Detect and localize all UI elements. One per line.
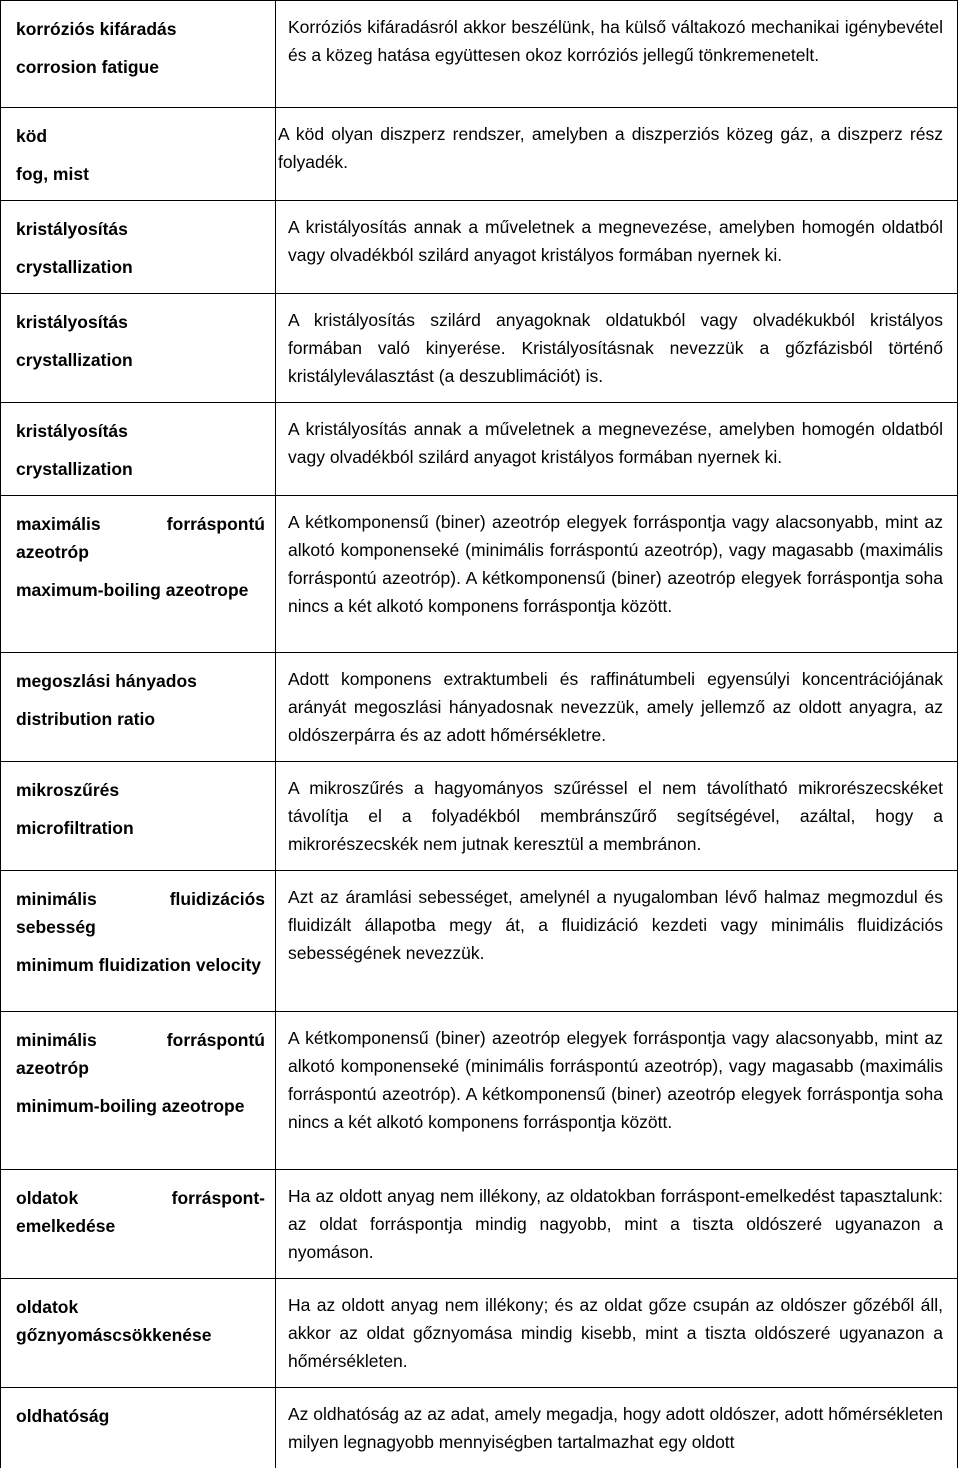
definition-text: Azt az áramlási sebességet, amelynél a nyugalomban lévő halmaz megmozdul és fluidizált állapotba megy át, a fluidizáció kezdeti vagy minimális fluidizációs sebességének nevezzük.	[288, 883, 943, 967]
term-english: minimum fluidization velocity	[16, 951, 265, 979]
term-english: maximum-boiling azeotrope	[16, 576, 265, 604]
term-cell	[1, 762, 276, 871]
term-cell	[1, 1279, 276, 1388]
definition-text: Adott komponens extraktumbeli és raffinátumbeli egyensúlyi koncentrációjának arányát megoszlási hányadosnak nevezzük, amely jellemző az oldott anyagra, az oldószerpárra és az adott hőmérsékletre.	[288, 665, 943, 749]
glossary-row	[1, 496, 958, 653]
term-cell	[1, 294, 276, 403]
term-english: crystallization	[16, 455, 265, 483]
definition-text: A kétkomponensű (biner) azeotróp elegyek forráspontja vagy alacsonyabb, mint az alkotó komponenseké (minimális forráspontú azeotróp), vagy magasabb (maximális forráspontú azeotróp). A kétkomponensű (biner) azeotróp elegyek forráspontja soha nincs a két alkotó komponens forráspontja között.	[288, 1024, 943, 1136]
glossary-row	[1, 1170, 958, 1279]
term-cell	[1, 1, 276, 108]
definition-cell	[276, 496, 958, 653]
term-cell	[1, 496, 276, 653]
definition-text: A kristályosítás szilárd anyagoknak oldatukból vagy olvadékukból kristályos formában való kinyerése. Kristályosításnak nevezzük a gőzfázisból történő kristálylеválasztást (a deszublimációt) is.	[288, 306, 943, 390]
definition-text: A mikroszűrés a hagyományos szűréssel el nem távolítható mikrorészecskéket távolítja el a folyadékból membránszűrő segítségével, azáltal, hogy a mikrorészecskék nem jutnak keresztül a membránon.	[288, 774, 943, 858]
term-english: crystallization	[16, 346, 265, 374]
definition-cell	[276, 108, 958, 201]
term-cell	[1, 108, 276, 201]
definition-text: A kristályosítás annak a műveletnek a megnevezése, amelyben homogén oldatból vagy olvadékból szilárd anyagot kristályos formában nyernek ki.	[288, 213, 943, 269]
term-hungarian: oldatok forráspont-emelkedése	[16, 1184, 265, 1240]
term-hungarian: maximális forráspontú azeotróp	[16, 510, 265, 566]
term-english: microfiltration	[16, 814, 265, 842]
term-cell	[1, 201, 276, 294]
term-hungarian: minimális forráspontú azeotróp	[16, 1026, 265, 1082]
definition-cell	[276, 1012, 958, 1170]
definition-cell	[276, 1, 958, 108]
term-hungarian: korróziós kifáradás	[16, 15, 265, 43]
term-cell	[1, 653, 276, 762]
term-english: fog, mist	[16, 160, 265, 188]
term-hungarian: mikroszűrés	[16, 776, 265, 804]
glossary-row	[1, 653, 958, 762]
term-hungarian: kristályosítás	[16, 308, 265, 336]
glossary-row	[1, 108, 958, 201]
glossary-row	[1, 201, 958, 294]
definition-text: Ha az oldott anyag nem illékony; és az oldat gőze csupán az oldószer gőzéből áll, akkor az oldat gőznyomása mindig kisebb, mint a tiszta oldószeré ugyanazon a hőmérsékleten.	[288, 1291, 943, 1375]
definition-text: Ha az oldott anyag nem illékony, az oldatokban forráspont-emelkedést tapasztalunk: az oldat forráspontja mindig nagyobb, mint a tiszta oldószeré ugyanazon a nyomáson.	[288, 1182, 943, 1266]
term-cell	[1, 1012, 276, 1170]
term-english: distribution ratio	[16, 705, 265, 733]
definition-cell	[276, 653, 958, 762]
definition-cell	[276, 294, 958, 403]
term-hungarian: oldatok gőznyomáscsökkenése	[16, 1293, 265, 1349]
term-cell	[1, 403, 276, 496]
term-hungarian: köd	[16, 122, 265, 150]
definition-cell	[276, 1170, 958, 1279]
glossary-row	[1, 403, 958, 496]
definition-cell	[276, 201, 958, 294]
term-hungarian: kristályosítás	[16, 215, 265, 243]
glossary-row	[1, 294, 958, 403]
term-hungarian: oldhatóság	[16, 1402, 265, 1430]
definition-text: A köd olyan diszperz rendszer, amelyben a diszperziós közeg gáz, a diszperz rész folyadék.	[278, 120, 943, 176]
glossary-row	[1, 762, 958, 871]
definition-text: Az oldhatóság az az adat, amely megadja, hogy adott oldószer, adott hőmérsékleten milyen legnagyobb mennyiségben tartalmazhat egy oldott	[288, 1400, 943, 1456]
glossary-row	[1, 871, 958, 1012]
glossary-row	[1, 1012, 958, 1170]
definition-cell	[276, 403, 958, 496]
term-english: crystallization	[16, 253, 265, 281]
definition-text: Korróziós kifáradásról akkor beszélünk, ha külső váltakozó mechanikai igénybevétel és a közeg hatása együttesen okoz korróziós jellegű tönkremenetelt.	[288, 13, 943, 69]
term-hungarian: megoszlási hányados	[16, 667, 265, 695]
term-hungarian: kristályosítás	[16, 417, 265, 445]
definition-cell	[276, 871, 958, 1012]
term-english: minimum-boiling azeotrope	[16, 1092, 265, 1120]
glossary-row	[1, 1, 958, 108]
definition-cell	[276, 762, 958, 871]
term-cell	[1, 1170, 276, 1279]
term-cell	[1, 871, 276, 1012]
term-hungarian: minimális fluidizációs sebesség	[16, 885, 265, 941]
glossary-row	[1, 1279, 958, 1388]
definition-text: A kristályosítás annak a műveletnek a megnevezése, amelyben homogén oldatból vagy olvadékból szilárd anyagot kristályos formában nyernek ki.	[288, 415, 943, 471]
definition-text: A kétkomponensű (biner) azeotróp elegyek forráspontja vagy alacsonyabb, mint az alkotó komponenseké (minimális forráspontú azeotróp), vagy magasabb (maximális forráspontú azeotróp). A kétkomponensű (biner) azeotróp elegyek forráspontja soha nincs a két alkotó komponens forráspontja között.	[288, 508, 943, 620]
term-english: corrosion fatigue	[16, 53, 265, 81]
definition-cell	[276, 1279, 958, 1388]
